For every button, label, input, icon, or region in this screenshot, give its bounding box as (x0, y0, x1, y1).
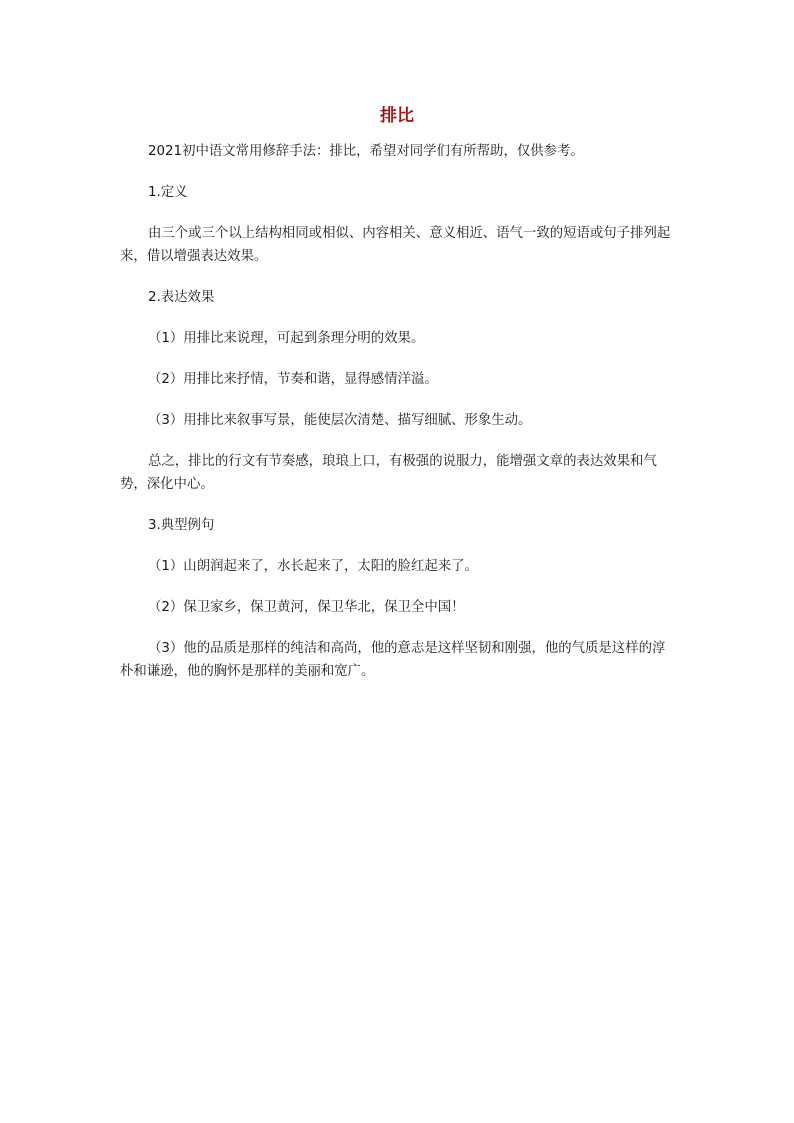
example-item-2: （2）保卫家乡，保卫黄河，保卫华北，保卫全中国！ (148, 600, 465, 615)
section-heading-definition: 1.定义 (148, 185, 188, 200)
intro-paragraph: 2021初中语文常用修辞手法：排比，希望对同学们有所帮助，仅供参考。 (148, 144, 584, 159)
document-title: 排比 (380, 106, 414, 126)
section-heading-examples: 3.典型例句 (148, 518, 215, 533)
document-body (120, 140, 676, 683)
summary-paragraph: 总之，排比的行文有节奏感，琅琅上口，有极强的说服力，能增强文章的表达效果和气势，深化中心。 (120, 454, 657, 492)
effect-item-2: （2）用排比来抒情，节奏和谐，显得感情洋溢。 (148, 372, 438, 387)
definition-paragraph: 由三个或三个以上结构相同或相似、内容相关、意义相近、语气一致的短语或句子排列起来，借以增强表达效果。 (120, 226, 671, 264)
example-item-3: （3）他的品质是那样的纯洁和高尚，他的意志是这样坚韧和刚强，他的气质是这样的淳朴和谦逊，他的胸怀是那样的美丽和宽广。 (120, 641, 666, 679)
effect-item-1: （1）用排比来说理，可起到条理分明的效果。 (148, 331, 425, 346)
effect-item-3: （3）用排比来叙事写景，能使层次清楚、描写细腻、形象生动。 (148, 413, 532, 428)
section-heading-effect: 2.表达效果 (148, 290, 215, 305)
example-item-1: （1）山朗润起来了，水长起来了，太阳的脸红起来了。 (148, 559, 478, 574)
